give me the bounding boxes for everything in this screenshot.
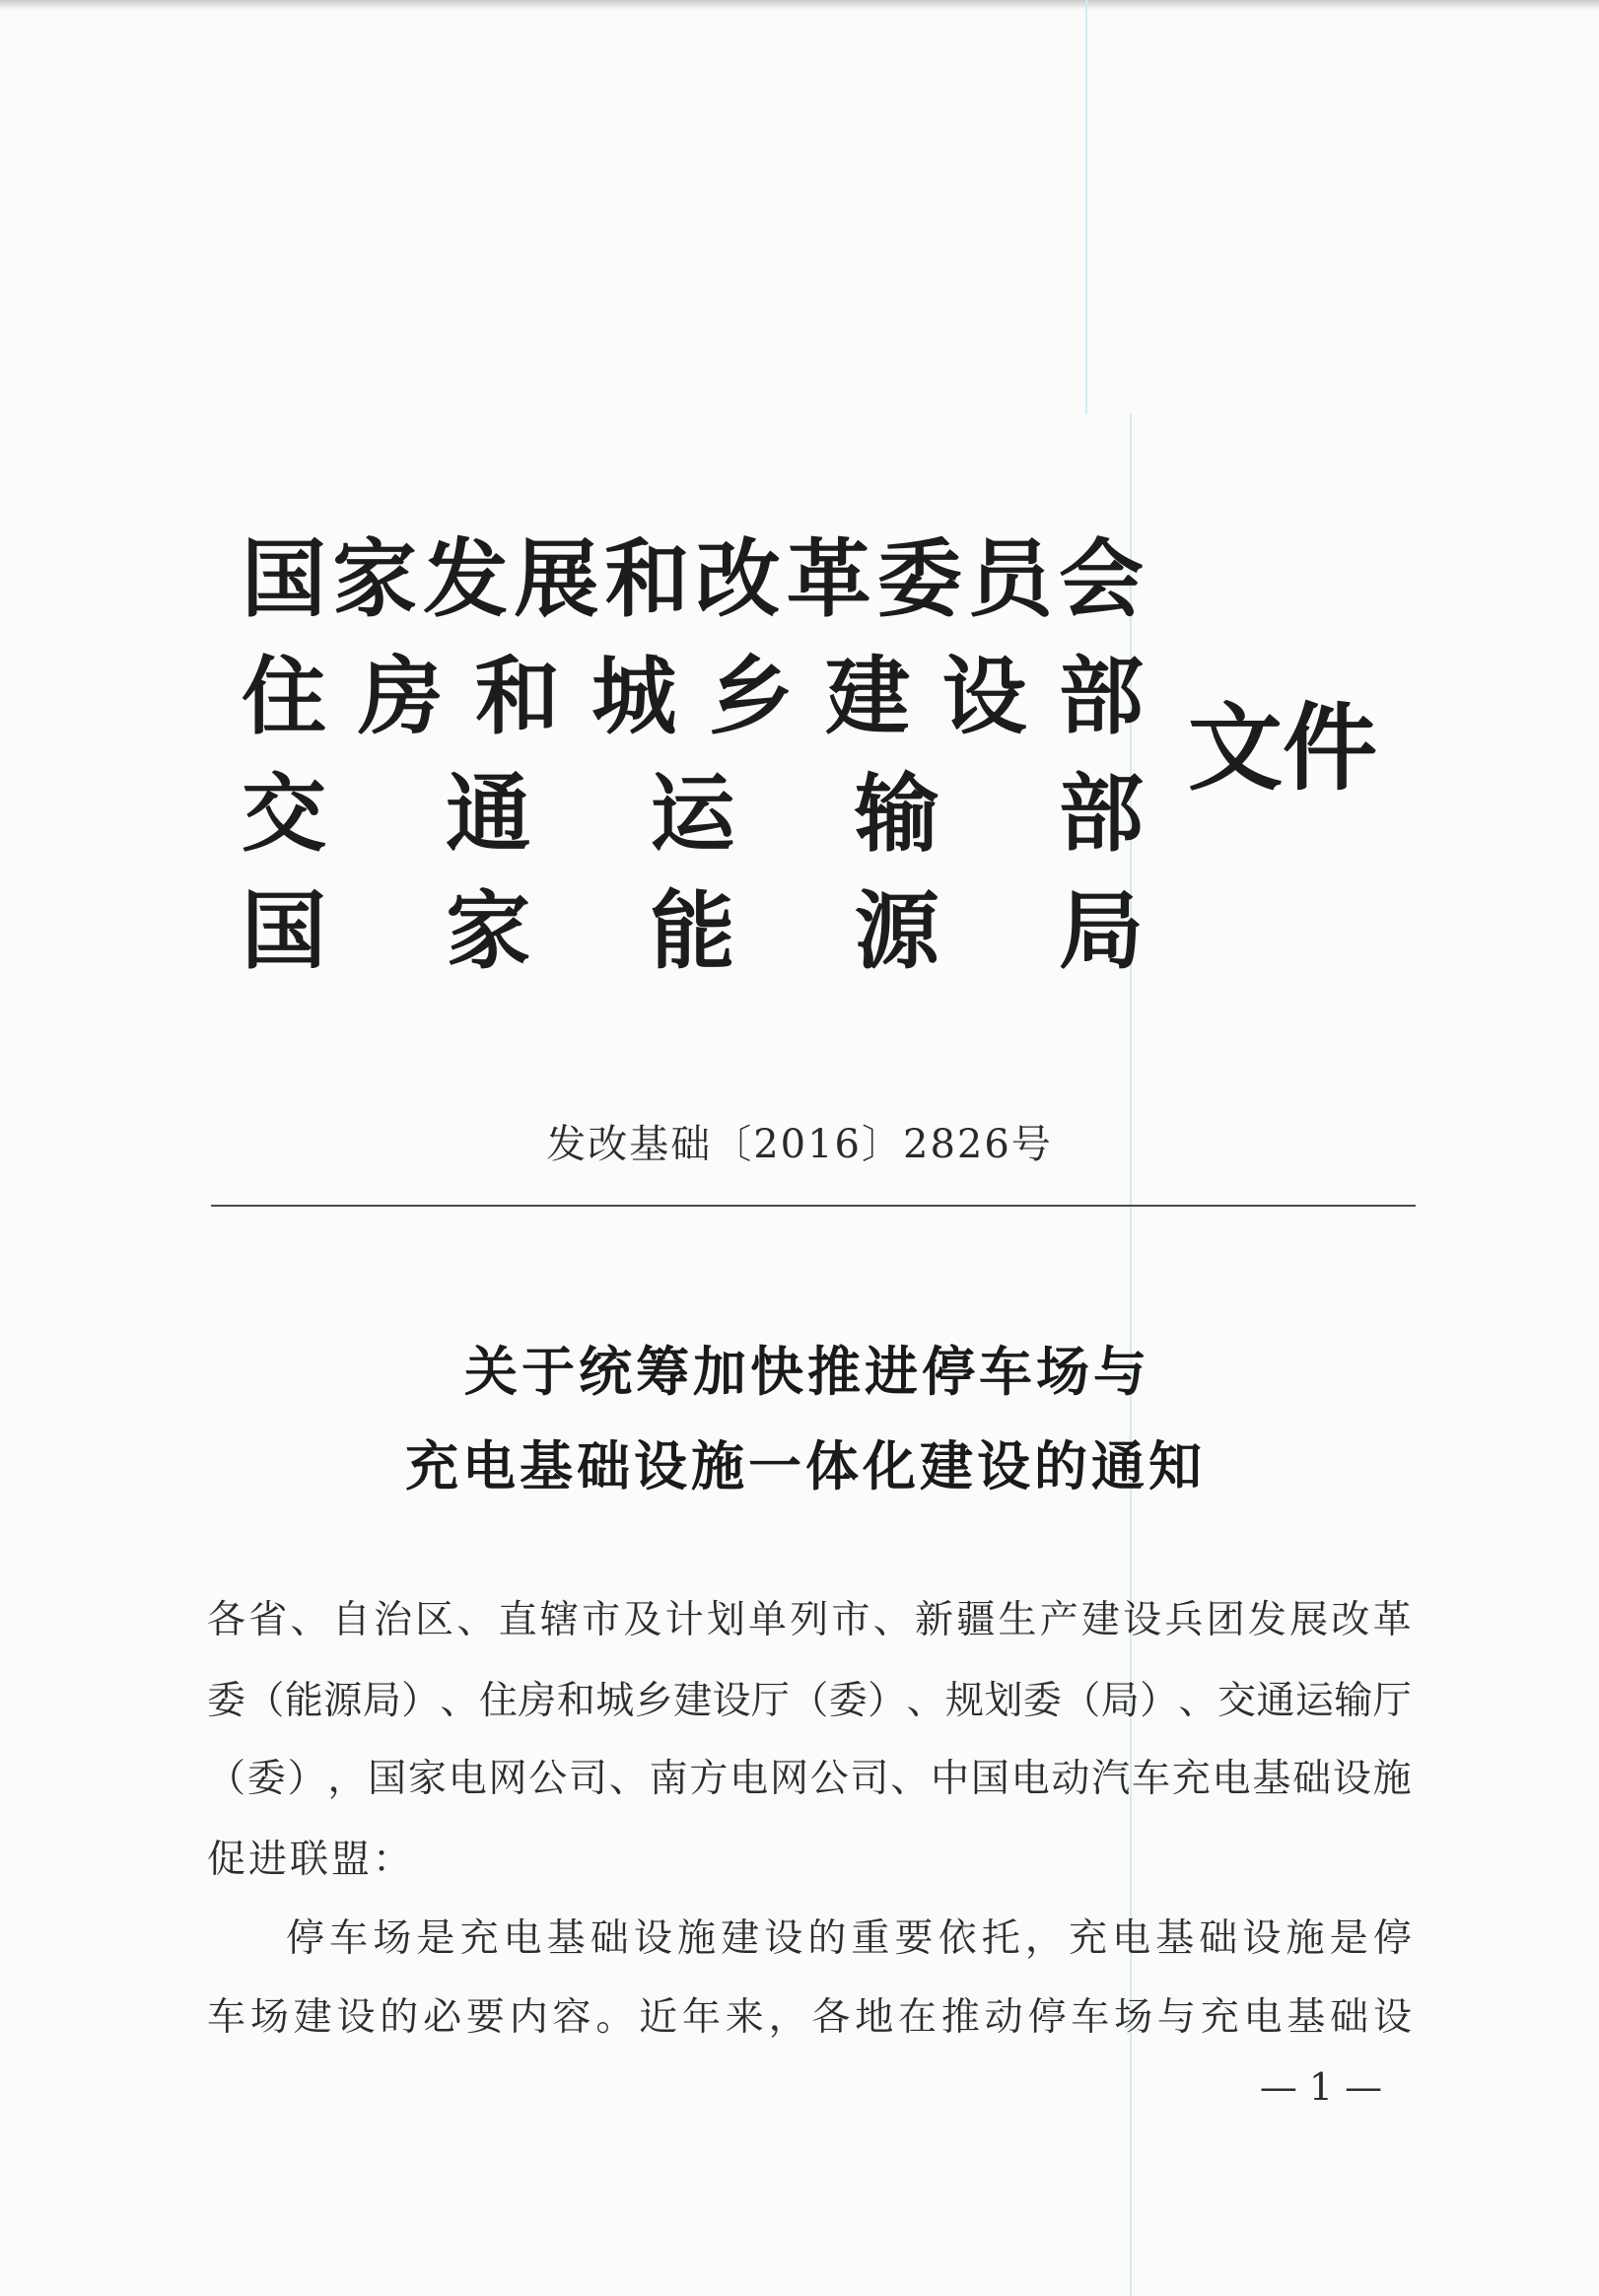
- char-glyph: 设: [764, 1916, 803, 1961]
- char-glyph: 公: [528, 1757, 568, 1801]
- char-glyph: 司: [850, 1757, 889, 1801]
- char-glyph: 改: [695, 529, 781, 629]
- char-glyph: 局: [1059, 881, 1144, 981]
- char-glyph: 改: [1331, 1598, 1370, 1642]
- char-glyph: 交: [242, 764, 326, 864]
- char-glyph: 城: [595, 1679, 635, 1723]
- char-glyph: 施: [1286, 1916, 1325, 1961]
- char-glyph: 充: [1068, 1916, 1107, 1961]
- title-line: 充电基础设施一体化建设的通知: [405, 1434, 1206, 1497]
- char-glyph: 公: [809, 1757, 849, 1801]
- char-glyph: 和: [556, 1679, 595, 1723]
- char-glyph: 停: [286, 1916, 325, 1961]
- char-glyph: 家: [332, 529, 418, 629]
- issuer-mot: [242, 765, 1144, 864]
- char-glyph: 家: [407, 1757, 447, 1801]
- char-glyph: 自: [331, 1598, 371, 1642]
- char-glyph: 设: [1332, 1757, 1371, 1801]
- char-glyph: 通: [446, 764, 531, 864]
- char-glyph: 及: [623, 1598, 662, 1642]
- char-glyph: 车: [1131, 1757, 1170, 1801]
- char-glyph: 规: [945, 1679, 985, 1723]
- char-glyph: ，: [768, 1995, 807, 2040]
- char-glyph: 方: [689, 1757, 729, 1801]
- char-glyph: 展: [514, 529, 599, 629]
- char-glyph: 局: [362, 1679, 401, 1723]
- char-glyph: 家: [446, 881, 531, 981]
- char-glyph: 市: [831, 1598, 870, 1642]
- char-glyph: 电: [1010, 1757, 1050, 1801]
- char-glyph: 疆: [956, 1598, 996, 1642]
- char-glyph: 设: [1123, 1598, 1162, 1642]
- char-glyph: 施: [676, 1916, 716, 1961]
- char-glyph: 房: [518, 1679, 557, 1723]
- issuer-nea: [242, 882, 1144, 981]
- char-glyph: 列: [790, 1598, 829, 1642]
- char-glyph: 国: [368, 1757, 407, 1801]
- char-glyph: 兵: [1164, 1598, 1204, 1642]
- char-glyph: 重: [851, 1916, 890, 1961]
- title-line: 关于统筹加快推进停车场与: [464, 1340, 1150, 1403]
- char-glyph: 在: [898, 1995, 938, 2040]
- char-glyph: 各: [207, 1598, 246, 1642]
- char-glyph: 、: [890, 1757, 930, 1801]
- char-glyph: 国: [970, 1757, 1009, 1801]
- char-glyph: 年: [681, 1995, 721, 2040]
- char-glyph: 地: [855, 1995, 894, 2040]
- paragraph-line: [286, 1910, 1412, 1969]
- char-glyph: 基: [1286, 1995, 1326, 2040]
- char-glyph: 房: [358, 647, 444, 746]
- char-glyph: 要: [465, 1995, 505, 2040]
- char-glyph: ）: [401, 1679, 441, 1723]
- char-glyph: 设: [633, 1916, 672, 1961]
- char-glyph: 场: [249, 1995, 289, 2040]
- char-glyph: 、: [608, 1757, 648, 1801]
- char-glyph: 治: [373, 1598, 412, 1642]
- char-glyph: （: [207, 1757, 246, 1801]
- char-glyph: 司: [569, 1757, 608, 1801]
- char-glyph: 托: [981, 1916, 1020, 1961]
- char-glyph: ，: [1024, 1916, 1064, 1961]
- char-glyph: 输: [854, 764, 939, 864]
- char-glyph: 、: [440, 1679, 479, 1723]
- char-glyph: 电: [503, 1916, 542, 1961]
- char-glyph: 生: [998, 1598, 1037, 1642]
- document-number: 发改基础〔2016〕2826号: [546, 1122, 1053, 1167]
- char-glyph: 。: [595, 1995, 635, 2040]
- char-glyph: 能: [650, 881, 735, 981]
- char-glyph: 乡: [708, 647, 794, 746]
- char-glyph: 建: [825, 647, 911, 746]
- char-glyph: 的: [807, 1916, 847, 1961]
- char-glyph: 划: [706, 1598, 745, 1642]
- char-glyph: 停: [1372, 1916, 1412, 1961]
- char-glyph: 车: [329, 1916, 369, 1961]
- char-glyph: 南: [649, 1757, 688, 1801]
- char-glyph: 建: [1080, 1598, 1120, 1642]
- char-glyph: 内: [509, 1995, 548, 2040]
- char-glyph: 场: [373, 1916, 412, 1961]
- char-glyph: （: [1062, 1679, 1101, 1723]
- char-glyph: 电: [1212, 1757, 1251, 1801]
- char-glyph: 要: [894, 1916, 934, 1961]
- char-glyph: 是: [416, 1916, 455, 1961]
- char-glyph: 、: [872, 1598, 912, 1642]
- char-glyph: 是: [1329, 1916, 1368, 1961]
- char-glyph: 电: [1243, 1995, 1283, 2040]
- char-glyph: 委: [876, 529, 962, 629]
- char-glyph: 电: [1112, 1916, 1151, 1961]
- char-glyph: 源: [854, 881, 939, 981]
- char-glyph: 础: [1199, 1916, 1238, 1961]
- char-glyph: 划: [984, 1679, 1023, 1723]
- char-glyph: 展: [1289, 1598, 1329, 1642]
- char-glyph: 国: [242, 881, 326, 981]
- char-glyph: 设: [1372, 1995, 1412, 2040]
- char-glyph: 城: [591, 647, 677, 746]
- char-glyph: 委: [828, 1679, 868, 1723]
- addressee-line: 促进联盟：: [207, 1838, 415, 1882]
- char-glyph: 设: [336, 1995, 376, 2040]
- char-glyph: 革: [786, 529, 871, 629]
- char-glyph: 委: [246, 1757, 286, 1801]
- char-glyph: 能: [284, 1679, 323, 1723]
- char-glyph: 直: [498, 1598, 537, 1642]
- char-glyph: 建: [721, 1916, 760, 1961]
- char-glyph: 运: [650, 764, 735, 864]
- char-glyph: 基: [1155, 1916, 1195, 1961]
- char-glyph: 委: [1022, 1679, 1062, 1723]
- char-glyph: （: [245, 1679, 285, 1723]
- issuer-ndrc: [242, 530, 1144, 629]
- char-glyph: 基: [1252, 1757, 1291, 1801]
- char-glyph: 与: [1156, 1995, 1196, 2040]
- char-glyph: 必: [423, 1995, 462, 2040]
- addressee-line: [207, 1591, 1412, 1650]
- paragraph-line: [207, 1988, 1412, 2048]
- char-glyph: 充: [1200, 1995, 1239, 2040]
- char-glyph: 通: [1256, 1679, 1295, 1723]
- char-glyph: 近: [639, 1995, 678, 2040]
- char-glyph: 网: [769, 1757, 808, 1801]
- header-divider: [211, 1205, 1416, 1207]
- char-glyph: 动: [984, 1995, 1023, 2040]
- issuer-mohurd: [242, 648, 1144, 746]
- char-glyph: 中: [931, 1757, 970, 1801]
- char-glyph: 推: [940, 1995, 980, 2040]
- char-glyph: 各: [811, 1995, 851, 2040]
- char-glyph: 建: [673, 1679, 713, 1723]
- char-glyph: 、: [906, 1679, 945, 1723]
- char-glyph: 设: [712, 1679, 751, 1723]
- char-glyph: 乡: [634, 1679, 673, 1723]
- char-glyph: 厅: [750, 1679, 790, 1723]
- char-glyph: 、: [456, 1598, 496, 1642]
- char-glyph: 汽: [1091, 1757, 1131, 1801]
- char-glyph: 住: [242, 647, 326, 746]
- addressee-line: [207, 1672, 1412, 1731]
- char-glyph: 辖: [539, 1598, 579, 1642]
- char-glyph: 、: [1178, 1679, 1217, 1723]
- char-glyph: 委: [207, 1679, 246, 1723]
- char-glyph: 单: [748, 1598, 788, 1642]
- addressee-line: [207, 1750, 1412, 1809]
- char-glyph: （: [790, 1679, 829, 1723]
- char-glyph: 设: [1242, 1916, 1282, 1961]
- char-glyph: ）: [868, 1679, 907, 1723]
- char-glyph: ）: [287, 1757, 326, 1801]
- char-glyph: 源: [323, 1679, 363, 1723]
- char-glyph: 电: [448, 1757, 487, 1801]
- scan-line-artifact: [1085, 0, 1087, 414]
- char-glyph: 交: [1217, 1679, 1256, 1723]
- char-glyph: 运: [1294, 1679, 1334, 1723]
- page-number: — 1 —: [1259, 2065, 1383, 2109]
- char-glyph: 网: [488, 1757, 527, 1801]
- char-glyph: 团: [1206, 1598, 1245, 1642]
- char-glyph: 发: [423, 529, 509, 629]
- char-glyph: 场: [1114, 1995, 1153, 2040]
- char-glyph: 会: [1058, 529, 1144, 629]
- char-glyph: 、: [290, 1598, 329, 1642]
- char-glyph: 车: [207, 1995, 246, 2040]
- char-glyph: 革: [1372, 1598, 1412, 1642]
- char-glyph: 来: [725, 1995, 764, 2040]
- char-glyph: 容: [552, 1995, 591, 2040]
- char-glyph: 施: [1372, 1757, 1412, 1801]
- char-glyph: 础: [1292, 1757, 1332, 1801]
- char-glyph: 输: [1334, 1679, 1373, 1723]
- scan-edge-shadow: [0, 0, 1599, 10]
- char-glyph: 发: [1247, 1598, 1286, 1642]
- char-glyph: 产: [1039, 1598, 1078, 1642]
- char-glyph: 电: [730, 1757, 769, 1801]
- char-glyph: ）: [1140, 1679, 1179, 1723]
- char-glyph: 础: [590, 1916, 629, 1961]
- char-glyph: 充: [459, 1916, 499, 1961]
- document-type-label: 文件: [1188, 692, 1377, 803]
- char-glyph: 厅: [1372, 1679, 1412, 1723]
- char-glyph: 依: [938, 1916, 977, 1961]
- char-glyph: 住: [478, 1679, 518, 1723]
- char-glyph: 新: [914, 1598, 953, 1642]
- char-glyph: 区: [415, 1598, 454, 1642]
- char-glyph: 停: [1027, 1995, 1067, 2040]
- char-glyph: 局: [1100, 1679, 1140, 1723]
- char-glyph: 市: [582, 1598, 621, 1642]
- char-glyph: 部: [1058, 647, 1144, 746]
- char-glyph: ，: [327, 1757, 367, 1801]
- char-glyph: 省: [248, 1598, 288, 1642]
- char-glyph: 国: [242, 529, 326, 629]
- char-glyph: 车: [1071, 1995, 1110, 2040]
- char-glyph: 员: [967, 529, 1053, 629]
- char-glyph: 和: [604, 529, 690, 629]
- char-glyph: 部: [1059, 764, 1144, 864]
- char-glyph: 充: [1171, 1757, 1211, 1801]
- char-glyph: 和: [474, 647, 560, 746]
- char-glyph: 设: [941, 647, 1027, 746]
- char-glyph: 计: [664, 1598, 704, 1642]
- char-glyph: 建: [293, 1995, 332, 2040]
- char-glyph: 的: [380, 1995, 419, 2040]
- char-glyph: 础: [1330, 1995, 1369, 2040]
- char-glyph: 基: [546, 1916, 586, 1961]
- char-glyph: 动: [1051, 1757, 1090, 1801]
